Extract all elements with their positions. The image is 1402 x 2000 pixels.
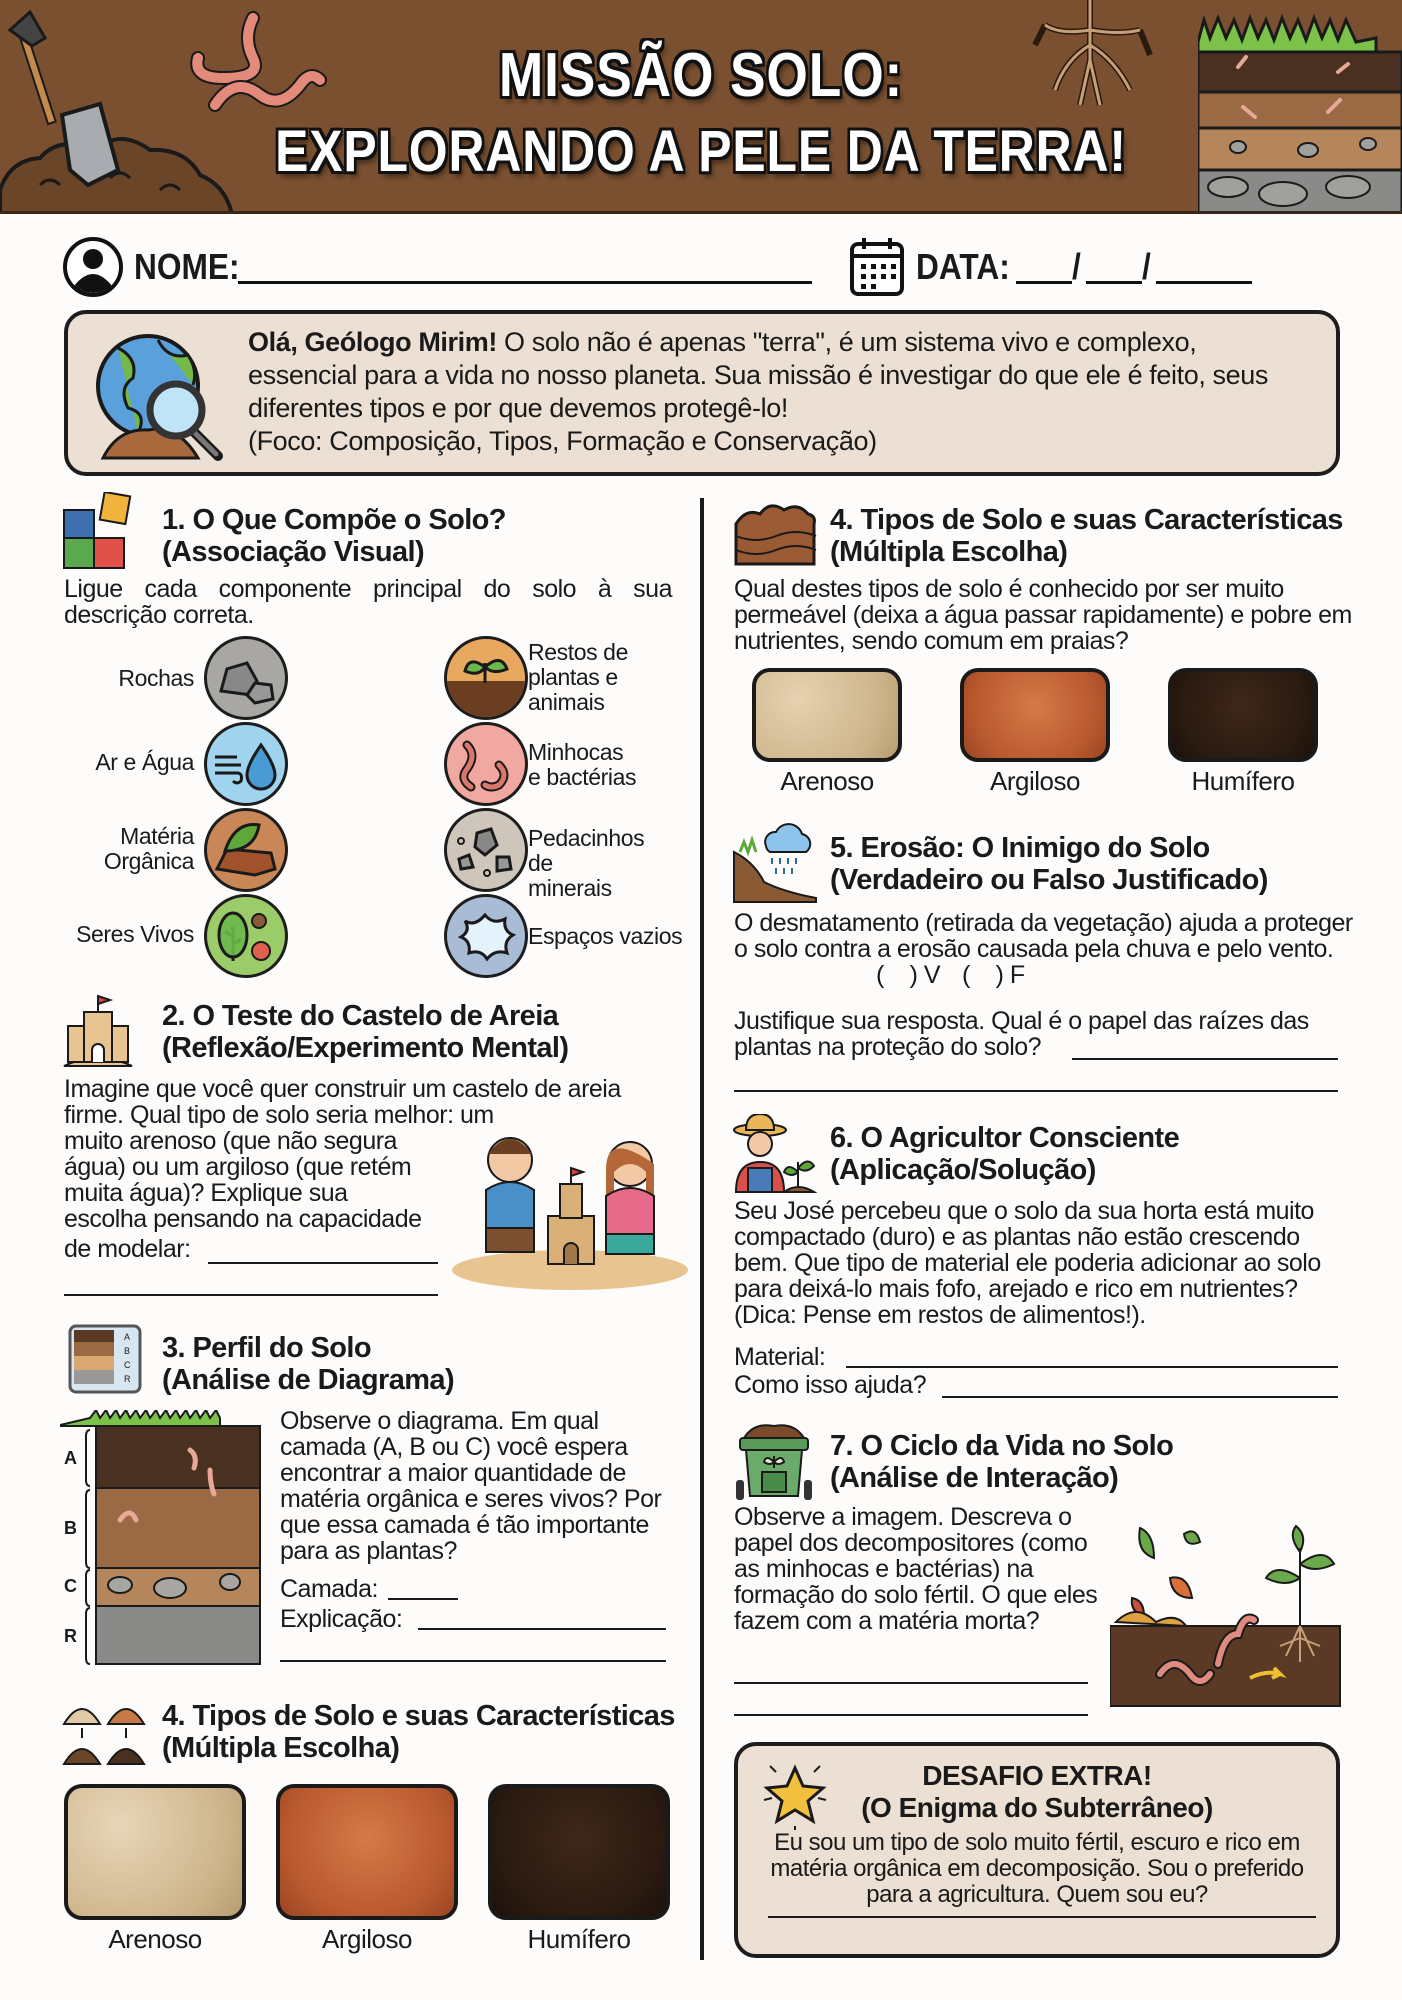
component-ar-agua: Ar e Água [95, 749, 194, 775]
section-6-how-label: Como isso ajuda? [734, 1371, 927, 1399]
name-label: NOME: [134, 246, 240, 287]
component-restos-plantas: Restos de plantas e animais [528, 639, 628, 715]
section-4-right-title: 4. Tipos de Solo e suas Características (Múltipla Escolha) [830, 504, 1343, 568]
section-5-answer-line-1[interactable] [1072, 1058, 1338, 1060]
layer-a-label: A [64, 1448, 77, 1468]
component-seres-vivos: Seres Vivos [76, 921, 194, 947]
soil-option-label-argiloso: Argiloso [990, 766, 1080, 796]
section-6-material-label: Material: [734, 1343, 826, 1371]
erosion-rain-icon [732, 822, 818, 904]
section-2-title: 2. O Teste do Castelo de Areia (Reflexão/Experimento Mental) [162, 1000, 569, 1064]
living-beings-icon[interactable] [204, 894, 288, 978]
title-line-2: EXPLORANDO A PELE DA TERRA! [275, 119, 1127, 184]
section-2-answer-line-2[interactable] [64, 1294, 438, 1296]
worms-bacteria-icon[interactable] [444, 722, 528, 806]
section-3-question: Observe o diagrama. Em qual camada (A, B ou C) você espera encontrar a maior quantidade de matéria orgânica e seres vivos? Por que essa camada é tão importante para as plantas? [280, 1407, 662, 1565]
farmer-icon [732, 1114, 818, 1194]
challenge-answer-field[interactable] [768, 1916, 1316, 1918]
soil-profile-scroll-icon [64, 1322, 146, 1398]
layer-b-label: B [64, 1518, 77, 1538]
soil-profile-diagram [60, 1410, 270, 1666]
user-icon [62, 236, 124, 298]
section-7-title: 7. O Ciclo da Vida no Solo (Análise de Interação) [830, 1430, 1174, 1494]
soil-piles-icon [62, 1694, 148, 1772]
kids-sandcastle-illustration [450, 1120, 690, 1290]
soil-label-arenoso: Arenoso [108, 1924, 202, 1954]
svg-text:R: R [124, 1374, 131, 1384]
empty-spaces-icon[interactable] [444, 894, 528, 978]
soil-block-icon [732, 500, 818, 570]
section-6-title: 6. O Agricultor Consciente (Aplicação/Solução) [830, 1122, 1180, 1186]
component-materia-organica: Matéria Orgânica [103, 823, 194, 874]
section-4-left-title: 4. Tipos de Solo e suas Características (Múltipla Escolha) [162, 1700, 675, 1764]
section-2-answer-prompt: de modelar: [64, 1235, 191, 1263]
section-3-explanation-line-1[interactable] [418, 1628, 666, 1630]
plant-remains-icon[interactable] [444, 636, 528, 720]
component-minhocas: Minhocas e bactérias [528, 739, 637, 790]
challenge-title: DESAFIO EXTRA! [922, 1760, 1152, 1791]
column-divider [700, 498, 704, 1960]
date-separator: / [1142, 246, 1151, 287]
soil-option-label-humifero: Humífero [1191, 766, 1295, 796]
layer-c-label: C [64, 1576, 77, 1596]
soil-option-humifero[interactable] [1168, 668, 1318, 762]
section-5-answer-line-2[interactable] [734, 1090, 1338, 1092]
section-3-explanation-label: Explicação: [280, 1605, 403, 1633]
air-water-icon[interactable] [204, 722, 288, 806]
svg-text:A: A [124, 1332, 131, 1342]
section-2-answer-line-1[interactable] [208, 1262, 438, 1264]
soil-option-label-arenoso: Arenoso [780, 766, 874, 796]
section-1-instruction: Ligue cada componente principal do solo à sua descrição correta. [64, 575, 672, 629]
soil-option-argiloso[interactable] [960, 668, 1110, 762]
date-year-field[interactable] [1156, 281, 1252, 284]
student-info-row [62, 232, 1340, 302]
component-rochas: Rochas [118, 665, 194, 691]
intro-greeting: Olá, Geólogo Mirim! [248, 327, 497, 357]
date-month-field[interactable] [1086, 281, 1142, 284]
section-7-text: Observe a imagem. Descreva o papel dos decompositores (como as minhocas e bactérias) na formação do solo fértil. O que eles fazem com a matéria morta? [734, 1503, 1098, 1635]
globe-magnifier-icon [88, 328, 228, 464]
minerals-icon[interactable] [444, 808, 528, 892]
section-3-layer-field[interactable] [388, 1598, 458, 1600]
soil-label-humifero: Humífero [527, 1924, 631, 1954]
soil-label-argiloso: Argiloso [322, 1924, 412, 1954]
header-banner [0, 0, 1402, 214]
challenge-text: Eu sou um tipo de solo muito fértil, escuro e rico em matéria orgânica em decomposição. Sou o preferido para a agricultura. Quem sou eu? [770, 1829, 1304, 1908]
component-espacos-vazios: Espaços vazios [528, 923, 683, 949]
layer-r-label: R [64, 1626, 77, 1646]
svg-text:C: C [124, 1360, 131, 1370]
puzzle-icon [62, 492, 132, 572]
sandcastle-icon [62, 992, 134, 1068]
intro-focus: (Foco: Composição, Tipos, Formação e Conservação) [248, 426, 877, 456]
challenge-box [734, 1742, 1340, 1958]
section-6-how-field[interactable] [942, 1396, 1338, 1398]
section-3-layer-label: Camada: [280, 1575, 378, 1603]
section-7-answer-line-1[interactable] [734, 1682, 1088, 1684]
soil-sample-arenoso[interactable] [64, 1784, 246, 1920]
section-2-text: Imagine que você quer construir um castelo de areia firme. Qual tipo de solo seria melhor: um muito arenoso (que não segura água) ou um argiloso (que retém muita água)? Explique sua escolha pensando na capacidade de modelar: [64, 1075, 621, 1263]
calendar-icon [846, 236, 908, 298]
section-7-answer-line-2[interactable] [734, 1714, 1088, 1716]
soil-sample-humifero[interactable] [488, 1784, 670, 1920]
intro-body: O solo não é apenas "terra", é um sistema vivo e complexo, essencial para a vida no nosso planeta. Sua missão é investigar do que ele é feito, seus diferentes tipos e por que devemos protegê-lo! [248, 327, 1268, 423]
rocks-icon[interactable] [204, 636, 288, 720]
compost-bin-icon [734, 1420, 814, 1502]
section-6-text: Seu José percebeu que o solo da sua horta está muito compactado (duro) e as plantas não estão crescendo bem. Que tipo de material ele poderia adicionar ao solo para deixá-lo mais fofo, arejado e rico em nutrientes? (Dica: Pense em restos de alimentos!). [734, 1197, 1321, 1329]
section-3-title: 3. Perfil do Solo (Análise de Diagrama) [162, 1332, 454, 1396]
date-day-field[interactable] [1016, 281, 1072, 284]
date-label: DATA: [916, 246, 1010, 287]
soil-sample-argiloso[interactable] [276, 1784, 458, 1920]
false-option[interactable]: ( ) F [962, 961, 1025, 989]
svg-text:B: B [124, 1346, 131, 1356]
section-5-justify-prompt: Justifique sua resposta. Qual é o papel das raízes das plantas na proteção do solo? [734, 1007, 1309, 1061]
section-5-statement: O desmatamento (retirada da vegetação) ajuda a proteger o solo contra a erosão causada pela chuva e pelo vento. [734, 909, 1353, 963]
name-field[interactable] [238, 281, 812, 284]
true-option[interactable]: ( ) V [876, 961, 941, 989]
section-4-right-question: Qual destes tipos de solo é conhecido por ser muito permeável (deixa a água passar rapidamente) e pobre em nutrientes, sendo comum em praias? [734, 575, 1352, 655]
soil-option-arenoso[interactable] [752, 668, 902, 762]
section-3-explanation-line-2[interactable] [280, 1660, 666, 1662]
decomposition-cycle-illustration [1110, 1508, 1350, 1708]
section-6-material-field[interactable] [846, 1366, 1338, 1368]
organic-matter-icon[interactable] [204, 808, 288, 892]
date-separator: / [1072, 246, 1081, 287]
challenge-subtitle: (O Enigma do Subterrâneo) [861, 1792, 1213, 1823]
section-1-title: 1. O Que Compõe o Solo? (Associação Visual) [162, 504, 506, 568]
intro-box [64, 310, 1340, 476]
title-line-1: MISSÃO SOLO: [498, 41, 904, 110]
component-minerais: Pedacinhos de minerais [528, 825, 645, 901]
intro-text [248, 326, 1306, 458]
section-5-title: 5. Erosão: O Inimigo do Solo (Verdadeiro ou Falso Justificado) [830, 832, 1268, 896]
